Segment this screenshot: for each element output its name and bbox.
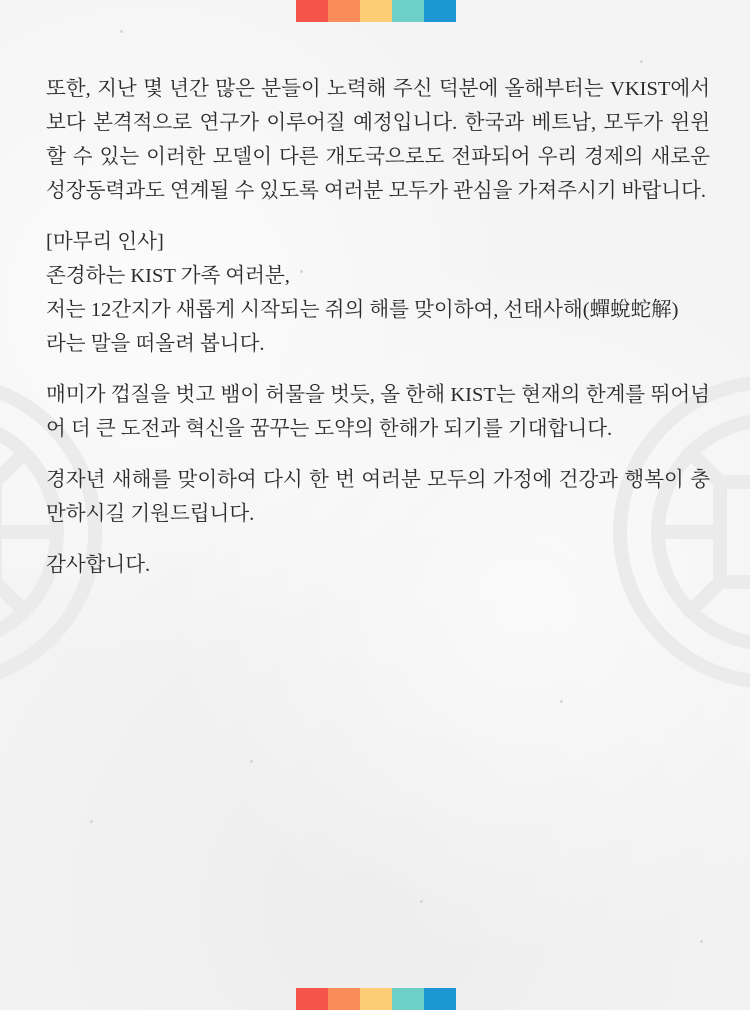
- color-swatch: [392, 988, 424, 1010]
- color-swatch: [328, 0, 360, 22]
- letter-body: [46, 72, 710, 582]
- color-swatch: [296, 988, 328, 1010]
- bottom-color-bar: [296, 988, 456, 1010]
- paper-speck: [700, 940, 703, 943]
- color-swatch: [424, 0, 456, 22]
- color-swatch: [360, 0, 392, 22]
- color-swatch: [328, 988, 360, 1010]
- paper-speck: [420, 900, 423, 903]
- paper-speck: [120, 30, 123, 33]
- salutation: 존경하는 KIST 가족 여러분,: [46, 265, 290, 287]
- body-line: 저는 12간지가 새롭게 시작되는 쥐의 해를 맞이하여, 선태사해(蟬蛻蛇解): [46, 299, 679, 321]
- top-color-bar: [296, 0, 456, 22]
- paper-speck: [250, 760, 253, 763]
- body-paragraph: 경자년 새해를 맞이하여 다시 한 번 여러분 모두의 가정에 건강과 행복이 충만하시길 기원드립니다.: [46, 469, 710, 525]
- paper-speck: [560, 700, 563, 703]
- paper-speck: [640, 60, 643, 63]
- body-line: 라는 말을 떠올려 봅니다.: [46, 333, 265, 355]
- sign-off: 감사합니다.: [46, 554, 151, 576]
- color-swatch: [296, 0, 328, 22]
- body-paragraph: 매미가 껍질을 벗고 뱀이 허물을 벗듯, 올 한해 KIST는 현재의 한계를 뛰어넘어 더 큰 도전과 혁신을 꿈꾸는 도약의 한해가 되기를 기대합니다.: [46, 384, 710, 440]
- closing-heading: [마무리 인사]: [46, 231, 164, 253]
- color-swatch: [424, 988, 456, 1010]
- body-paragraph: 또한, 지난 몇 년간 많은 분들이 노력해 주신 덕분에 올해부터는 VKIST에서 보다 본격적으로 연구가 이루어질 예정입니다. 한국과 베트남, 모두가 윈윈할 수 있는 이러한 모델이 다른 개도국으로도 전파되어 우리 경제의 새로운 성장동력과도 연계될 수 있도록 여러분 모두가 관심을 가져주시기 바랍니다.: [46, 78, 710, 202]
- color-swatch: [360, 988, 392, 1010]
- paper-speck: [90, 820, 93, 823]
- color-swatch: [392, 0, 424, 22]
